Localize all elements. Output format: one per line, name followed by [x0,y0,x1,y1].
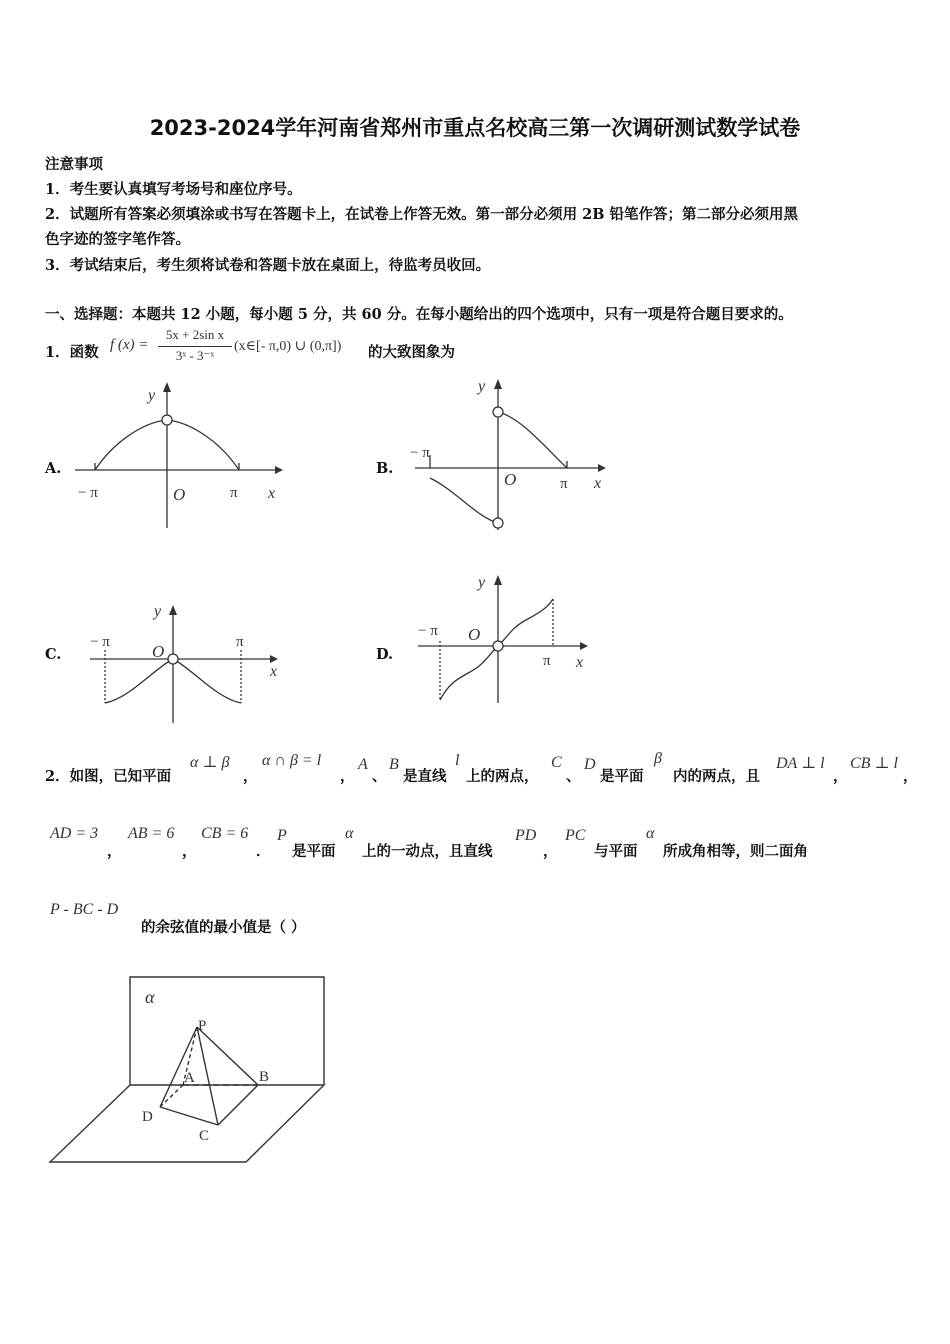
math: P [277,827,287,844]
notice-item: 2．试题所有答案必须填涂或书写在答题卡上，在试卷上作答无效。第一部分必须用 2B 铅笔作答；第二部分必须用黑 [45,206,799,223]
math: C [551,754,562,771]
punct: ， [243,768,258,785]
origin-label: O [504,470,517,489]
neg-pi-label: − π [410,445,430,461]
math: AD = 3 [50,825,99,842]
x-axis-label: x [268,485,276,502]
math: α [345,825,354,842]
option-d-label: D. [376,646,394,663]
point-d-label: D [142,1109,153,1125]
q1-numerator: 5x + 2sin x [165,327,225,342]
punct: ， [903,768,918,785]
neg-pi-label: − π [418,623,438,639]
math: PC [565,827,586,844]
y-axis-label: y [478,378,486,395]
math: α ∩ β = l [262,752,322,769]
q1-fx: f (x) = [110,337,149,353]
graph-b [400,375,615,535]
page-title: 2023-2024学年河南省郑州市重点名校高三第一次调研测试数学试卷 [149,116,801,140]
point-b-label: B [259,1069,270,1085]
neg-pi-label: − π [90,634,110,650]
y-axis-label: y [154,603,162,620]
notice-item: 3．考试结束后，考生须将试卷和答题卡放在桌面上，待监考员收回。 [45,257,491,274]
point-c-label: C [199,1128,210,1144]
math: PD [515,827,537,844]
point-a-label: A [184,1070,195,1086]
math: AB = 6 [128,825,175,842]
q2-text: 是平面 [292,843,336,860]
q2-prefix: 2．如图，已知平面 [45,768,172,785]
math: α ⊥ β [190,754,230,771]
punct: ， [107,843,122,860]
graph-d [410,565,605,710]
q1-domain: (x∈[- π,0) ∪ (0,π]) [234,339,342,354]
q2-text: 是直线 [403,768,447,785]
math: B [389,756,399,773]
graph-c [80,598,290,728]
pi-label: π [560,476,568,492]
pi-label: π [230,485,238,501]
option-c-label: C. [45,646,62,663]
math: β [654,750,662,767]
graph-a [70,378,290,533]
math: D [584,756,596,773]
section-heading: 一、选择题：本题共 12 小题，每小题 5 分，共 60 分。在每小题给出的四个选项中，只有一项是符合题目要求的。 [45,306,793,323]
punct: ， [182,843,197,860]
q1-denominator: 3ˣ - 3⁻ˣ [175,348,215,363]
q2-text: 的余弦值的最小值是（ ） [141,919,306,936]
punct: 、 [372,768,387,785]
q2-text: 是平面 [600,768,644,785]
option-a-label: A. [45,460,62,477]
option-b-label: B. [376,460,394,477]
math: A [358,756,368,773]
q2-text: 上的两点， [466,768,539,785]
pi-label: π [236,634,244,650]
math: CB ⊥ l [850,755,898,772]
punct: ， [543,843,558,860]
notice-item: 1．考生要认真填写考场号和座位序号。 [45,181,302,198]
math: CB = 6 [201,825,249,842]
punct: ， [833,768,848,785]
punct: ， [340,768,355,785]
origin-label: O [152,642,165,661]
q1-suffix: 的大致图象为 [368,344,455,361]
math: DA ⊥ l [776,755,825,772]
q2-text: 与平面 [594,843,638,860]
x-axis-label: x [594,475,602,492]
punct: ． [256,843,271,860]
math: α [646,825,655,842]
notice-heading: 注意事项 [45,156,103,173]
x-axis-label: x [576,654,584,671]
q1-prefix: 1．函数 [45,344,99,361]
math: l [455,752,460,769]
punct: 、 [566,768,581,785]
pi-label: π [543,653,551,669]
neg-pi-label: − π [78,485,98,501]
dihedral-figure [45,970,335,1170]
q2-text: 所成角相等，则二面角 [663,843,808,860]
q2-text: 内的两点，且 [673,768,760,785]
x-axis-label: x [270,663,278,680]
origin-label: O [173,485,186,504]
alpha-label: α [145,987,155,1007]
fraction-bar [158,346,232,347]
y-axis-label: y [148,387,156,404]
q2-text: 上的一动点，且直线 [362,843,493,860]
math: P - BC - D [50,901,119,918]
notice-item: 色字迹的签字笔作答。 [45,231,190,248]
origin-label: O [468,625,481,644]
y-axis-label: y [478,574,486,591]
point-p-label: P [198,1018,207,1034]
